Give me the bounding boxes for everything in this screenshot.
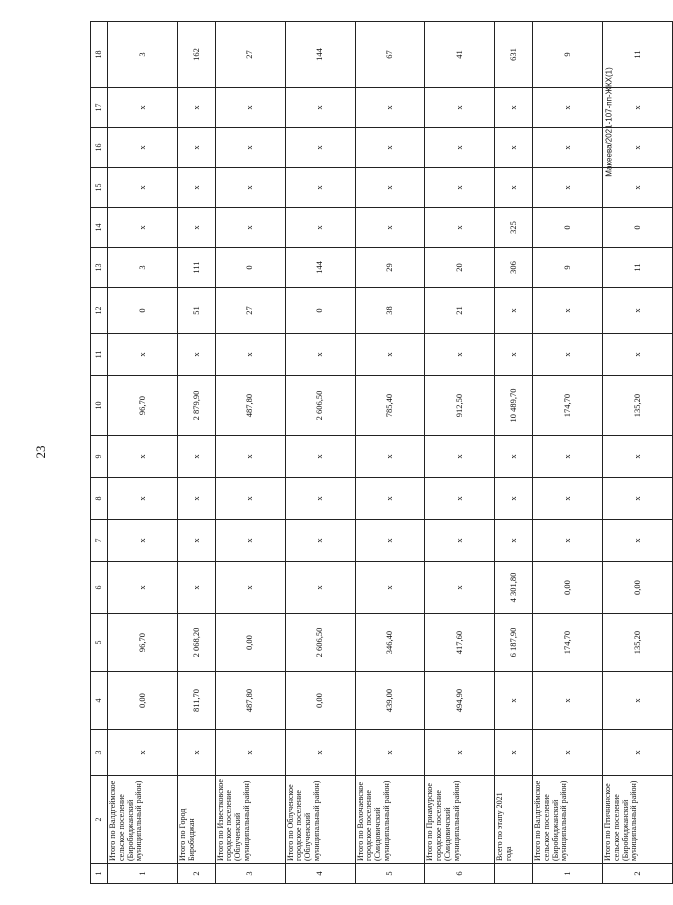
table-cell: 494,90 [425, 672, 495, 730]
column-header: 11 [91, 334, 108, 376]
table-cell: 439,00 [355, 672, 425, 730]
table-cell: 5 [355, 864, 425, 884]
table-cell: x [215, 520, 285, 562]
table-cell: x [285, 128, 355, 168]
table-cell: x [285, 478, 355, 520]
table-cell: 3 [108, 248, 178, 288]
table-cell: x [603, 436, 673, 478]
table-cell: 0,00 [285, 672, 355, 730]
table-cell: x [533, 730, 603, 776]
column-header: 16 [91, 128, 108, 168]
table-cell: 29 [355, 248, 425, 288]
table-cell: x [495, 730, 533, 776]
table-cell: x [108, 168, 178, 208]
table-cell: x [603, 128, 673, 168]
table-cell: x [603, 334, 673, 376]
table-cell: 1 [108, 864, 178, 884]
table-cell: x [215, 730, 285, 776]
table-cell: x [285, 520, 355, 562]
row-label: Итого по Волочаевское городское поселение (Смидовичский муниципальный район) [355, 776, 425, 864]
table-cell: x [495, 334, 533, 376]
table-cell: x [495, 478, 533, 520]
table-cell: x [285, 208, 355, 248]
table-cell [495, 864, 533, 884]
column-header: 8 [91, 478, 108, 520]
table-cell: x [215, 562, 285, 614]
table-cell: 111 [177, 248, 215, 288]
column-header: 13 [91, 248, 108, 288]
table-cell: x [215, 208, 285, 248]
table-cell: x [177, 88, 215, 128]
table-row [177, 22, 215, 884]
table-cell: 10 489,70 [495, 376, 533, 436]
row-label: Итого по Валдгеймское сельское поселение (Биробиджанский муниципальный район) [533, 776, 603, 864]
column-header: 9 [91, 436, 108, 478]
table-cell: 785,40 [355, 376, 425, 436]
table-cell: x [495, 672, 533, 730]
table-cell: 20 [425, 248, 495, 288]
table-cell: 174,70 [533, 376, 603, 436]
row-label: Итого по Облученское городское поселение (Облученский муниципальный район) [285, 776, 355, 864]
row-label: Итого по Город Биробиджан [177, 776, 215, 864]
table-cell: x [533, 88, 603, 128]
table-cell: 144 [285, 22, 355, 88]
table-cell: x [108, 562, 178, 614]
table-cell: 2 606,50 [285, 614, 355, 672]
table-cell: 0,00 [108, 672, 178, 730]
column-header: 15 [91, 168, 108, 208]
table-container [90, 22, 673, 884]
table-cell: x [603, 672, 673, 730]
row-label: Всего по этапу 2021 года [495, 776, 533, 864]
table-cell: 811,70 [177, 672, 215, 730]
table-row [108, 22, 178, 884]
table-cell: x [533, 334, 603, 376]
table-cell: 144 [285, 248, 355, 288]
table-cell: 9 [533, 22, 603, 88]
table-cell: 912,50 [425, 376, 495, 436]
table-cell: x [108, 730, 178, 776]
table-cell: 306 [495, 248, 533, 288]
table-cell: x [215, 436, 285, 478]
table-cell: x [285, 334, 355, 376]
table-cell: x [495, 436, 533, 478]
table-cell: 4 [285, 864, 355, 884]
column-header: 17 [91, 88, 108, 128]
table-cell: 96,70 [108, 376, 178, 436]
table-cell: x [425, 128, 495, 168]
table-cell: 2 [177, 864, 215, 884]
table-cell: x [177, 436, 215, 478]
table-cell: x [215, 128, 285, 168]
table-cell: x [108, 436, 178, 478]
document-code: Макеева/2021-107-пп-ЖКХ(1) [604, 67, 614, 177]
table-cell: x [177, 730, 215, 776]
table-cell: 487,80 [215, 672, 285, 730]
table-cell: 11 [603, 22, 673, 88]
table-row [603, 22, 673, 884]
table-row [425, 22, 495, 884]
table-cell: 0 [533, 208, 603, 248]
table-cell: 135,20 [603, 376, 673, 436]
column-header: 1 [91, 864, 108, 884]
table-cell: x [108, 208, 178, 248]
table-cell: 0,00 [603, 562, 673, 614]
table-cell: x [177, 168, 215, 208]
table-cell: x [108, 520, 178, 562]
table-cell: 4 301,80 [495, 562, 533, 614]
table-cell: x [177, 562, 215, 614]
table-cell: x [355, 168, 425, 208]
table-cell: x [533, 128, 603, 168]
table-cell: x [425, 562, 495, 614]
table-cell: x [215, 88, 285, 128]
table-cell: x [215, 168, 285, 208]
table-cell: x [495, 128, 533, 168]
data-table [90, 21, 673, 884]
table-cell: x [495, 88, 533, 128]
table-cell: x [177, 520, 215, 562]
table-cell: x [603, 168, 673, 208]
table-row [495, 22, 533, 884]
table-cell: x [603, 730, 673, 776]
table-cell: x [108, 334, 178, 376]
table-cell: x [603, 478, 673, 520]
table-cell: x [425, 520, 495, 562]
table-cell: x [533, 436, 603, 478]
table-cell: 6 187,90 [495, 614, 533, 672]
column-header: 5 [91, 614, 108, 672]
table-cell: x [108, 128, 178, 168]
table-cell: 38 [355, 288, 425, 334]
table-cell: 325 [495, 208, 533, 248]
row-label: Итого по Валдгеймское сельское поселение (Биробиджанский муниципальный район) [108, 776, 178, 864]
table-row [215, 22, 285, 884]
table-cell: 2 606,50 [285, 376, 355, 436]
table-row [533, 22, 603, 884]
table-cell: 2 068,20 [177, 614, 215, 672]
table-cell: 0 [215, 248, 285, 288]
table-cell: 162 [177, 22, 215, 88]
column-header: 7 [91, 520, 108, 562]
table-cell: x [495, 288, 533, 334]
row-label: Итого по Приамурское городское поселение (Смидовичский муниципальный район) [425, 776, 495, 864]
table-cell: 9 [533, 248, 603, 288]
table-cell: x [355, 334, 425, 376]
table-cell: x [355, 730, 425, 776]
column-header: 10 [91, 376, 108, 436]
table-cell: x [108, 88, 178, 128]
column-header: 2 [91, 776, 108, 864]
table-cell: x [425, 730, 495, 776]
table-cell: 27 [215, 22, 285, 88]
page-number: 23 [33, 445, 48, 459]
table-cell: 346,40 [355, 614, 425, 672]
table-cell: x [285, 436, 355, 478]
table-cell: 41 [425, 22, 495, 88]
table-row [355, 22, 425, 884]
table-cell: 2 [603, 864, 673, 884]
table-row [285, 22, 355, 884]
table-cell: x [495, 520, 533, 562]
table-cell: 0 [108, 288, 178, 334]
table-cell: x [603, 520, 673, 562]
column-header: 18 [91, 22, 108, 88]
table-cell: 2 879,90 [177, 376, 215, 436]
table-cell: x [533, 672, 603, 730]
table-cell: x [355, 208, 425, 248]
table-cell: x [533, 520, 603, 562]
column-header: 14 [91, 208, 108, 248]
table-cell: 6 [425, 864, 495, 884]
table-cell: 11 [603, 248, 673, 288]
table-cell: x [177, 128, 215, 168]
table-cell: x [355, 436, 425, 478]
table-cell: 135,20 [603, 614, 673, 672]
table-body [91, 22, 673, 884]
table-cell: x [215, 478, 285, 520]
table-cell: x [533, 168, 603, 208]
table-cell: x [285, 168, 355, 208]
table-cell: 67 [355, 22, 425, 88]
table-cell: 51 [177, 288, 215, 334]
table-cell: x [355, 128, 425, 168]
table-cell: x [425, 436, 495, 478]
row-label: Итого по Известковское городское поселение (Облученский муниципальный район) [215, 776, 285, 864]
table-cell: x [425, 168, 495, 208]
column-header: 3 [91, 730, 108, 776]
table-cell: 96,70 [108, 614, 178, 672]
table-cell: 487,80 [215, 376, 285, 436]
table-cell: 631 [495, 22, 533, 88]
table-cell: x [177, 334, 215, 376]
table-cell: x [355, 562, 425, 614]
table-cell: 21 [425, 288, 495, 334]
table-cell: x [177, 478, 215, 520]
table-cell: 1 [533, 864, 603, 884]
column-header: 6 [91, 562, 108, 614]
table-cell: 3 [108, 22, 178, 88]
column-header: 12 [91, 288, 108, 334]
table-cell: 27 [215, 288, 285, 334]
table-cell: x [603, 288, 673, 334]
table-cell: x [533, 478, 603, 520]
table-cell: 417,60 [425, 614, 495, 672]
table-cell: x [355, 478, 425, 520]
table-cell: x [495, 168, 533, 208]
table-cell: x [177, 208, 215, 248]
rotated-table-area [90, 22, 673, 876]
table-cell: 174,70 [533, 614, 603, 672]
table-cell: 0,00 [533, 562, 603, 614]
table-cell: 3 [215, 864, 285, 884]
table-cell: 0 [603, 208, 673, 248]
table-cell: x [425, 478, 495, 520]
row-label: Итого по Птичнинское сельское поселение (Биробиджанский муниципальный район) [603, 776, 673, 864]
table-cell: x [355, 520, 425, 562]
table-cell: x [285, 562, 355, 614]
table-cell: x [215, 334, 285, 376]
table-cell: 0,00 [215, 614, 285, 672]
table-cell: x [425, 334, 495, 376]
table-cell: x [425, 208, 495, 248]
table-cell: x [355, 88, 425, 128]
table-cell: 0 [285, 288, 355, 334]
table-cell: x [425, 88, 495, 128]
header-row [91, 22, 108, 884]
column-header: 4 [91, 672, 108, 730]
table-cell: x [603, 88, 673, 128]
table-cell: x [285, 88, 355, 128]
table-cell: x [108, 478, 178, 520]
table-cell: x [533, 288, 603, 334]
table-cell: x [285, 730, 355, 776]
